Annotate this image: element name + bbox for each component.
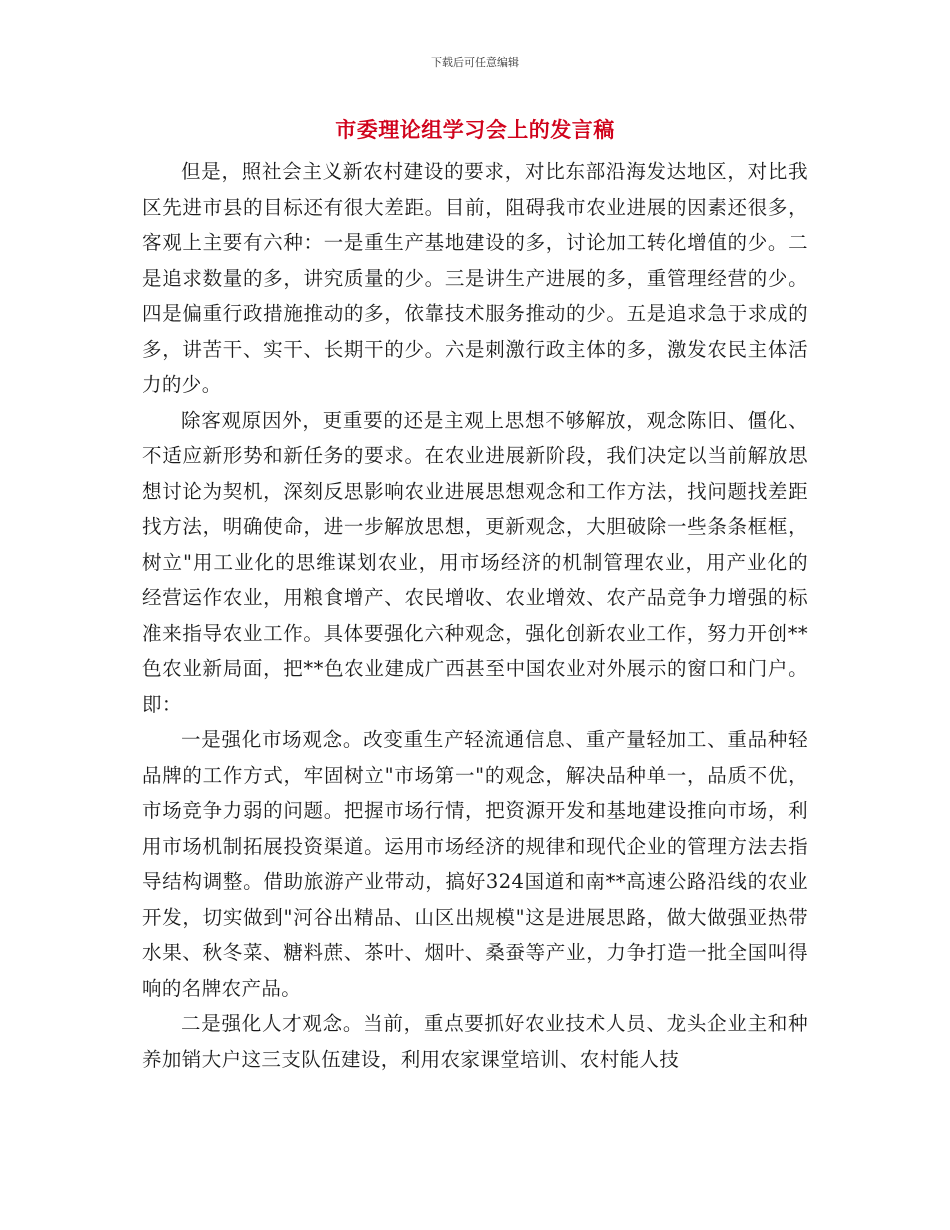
paragraph-3: 一是强化市场观念。改变重生产轻流通信息、重产量轻加工、重品种轻品牌的工作方式，牢固树立"市场第一"的观念，解决品种单一，品质不优，市场竞争力弱的问题。把握市场行情，把资源开发和基地建设推向市场，利用市场机制拓展投资渠道。运用市场经济的规律和现代企业的管理方法去指导结构调整。借助旅游产业带动，搞好324国道和南**高速公路沿线的农业开发，切实做到"河谷出精品、山区出规模"这是进展思路，做大做强亚热带水果、秋冬菜、糖料蔗、茶叶、烟叶、桑蚕等产业，力争打造一批全国叫得响的名牌农产品。 [142,728,808,1000]
header-note: 下载后可任意编辑 [431,56,519,69]
document-title: 市委理论组学习会上的发言稿 [335,117,615,142]
paragraph-1: 但是，照社会主义新农村建设的要求，对比东部沿海发达地区，对比我区先进市县的目标还有很大差距。目前，阻碍我市农业进展的因素还很多，客观上主要有六种：一是重生产基地建设的多，讨论加工转化增值的少。二是追求数量的多，讲究质量的少。三是讲生产进展的多，重管理经营的少。四是偏重行政措施推动的多，依靠技术服务推动的少。五是追求急于求成的多，讲苦干、实干、长期干的少。六是刺激行政主体的多，激发农民主体活力的少。 [142,160,808,396]
paragraph-4: 二是强化人才观念。当前，重点要抓好农业技术人员、龙头企业主和种养加销大户这三支队伍建设，利用农家课堂培训、农村能人技 [142,1012,808,1071]
paragraph-2: 除客观原因外，更重要的还是主观上思想不够解放，观念陈旧、僵化、不适应新形势和新任务的要求。在农业进展新阶段，我们决定以当前解放思想讨论为契机，深刻反思影响农业进展思想观念和工作方法，找问题找差距找方法，明确使命，进一步解放思想，更新观念，大胆破除一些条条框框，树立"用工业化的思维谋划农业，用市场经济的机制管理农业，用产业化的经营运作农业，用粮食增产、农民增收、农业增效、农产品竞争力增强的标准来指导农业工作。具体要强化六种观念，强化创新农业工作，努力开创**色农业新局面，把**色农业建成广西甚至中国农业对外展示的窗口和门户。即： [142,408,808,716]
document-body [142,154,808,1077]
